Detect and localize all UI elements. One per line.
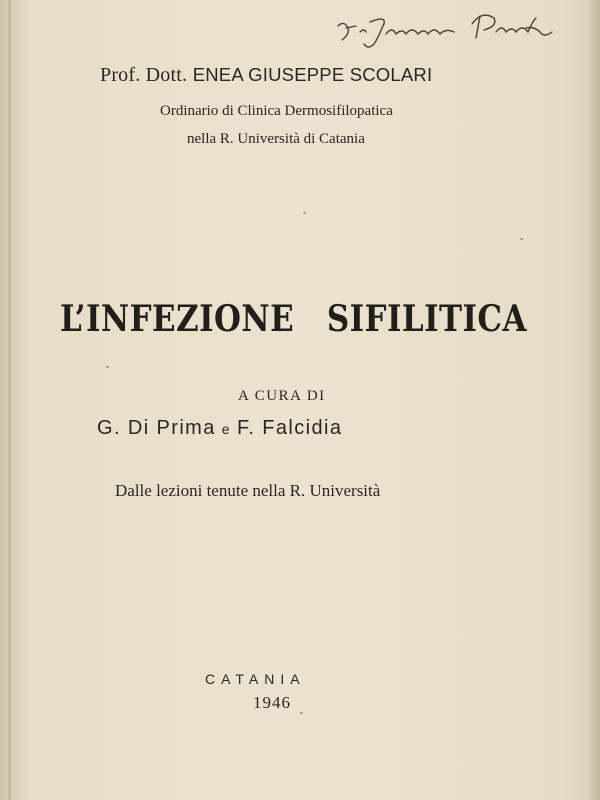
handwritten-signature	[330, 6, 560, 52]
paper-speck	[303, 212, 306, 214]
author-role-line2: nella R. Università di Catania	[187, 131, 365, 147]
editor-2: F. Falcidia	[236, 417, 343, 439]
paper-speck	[300, 712, 303, 714]
imprint-city: CATANIA	[205, 671, 306, 687]
editors-label: A CURA DI	[238, 388, 326, 404]
author-role-line1: Ordinario di Clinica Dermosifilopatica	[160, 103, 393, 119]
paper-speck	[520, 238, 523, 240]
page-edge-shadow	[586, 0, 600, 800]
subtitle: Dalle lezioni tenute nella R. Università	[115, 481, 381, 500]
author-prefix: Prof. Dott.	[100, 64, 188, 86]
author-name: ENEA GIUSEPPE SCOLARI	[192, 64, 433, 85]
author-line	[100, 64, 500, 87]
imprint-year: 1946	[253, 693, 291, 712]
paper-speck	[106, 366, 109, 368]
book-title	[60, 298, 527, 340]
editors-conjunction: e	[221, 421, 231, 437]
editor-1: G. Di Prima	[97, 417, 216, 439]
editors-line	[97, 417, 517, 440]
title-word-2: SIFILITICA	[326, 298, 527, 340]
binding-gutter	[8, 0, 11, 800]
title-word-1: L’INFEZIONE	[60, 298, 295, 340]
